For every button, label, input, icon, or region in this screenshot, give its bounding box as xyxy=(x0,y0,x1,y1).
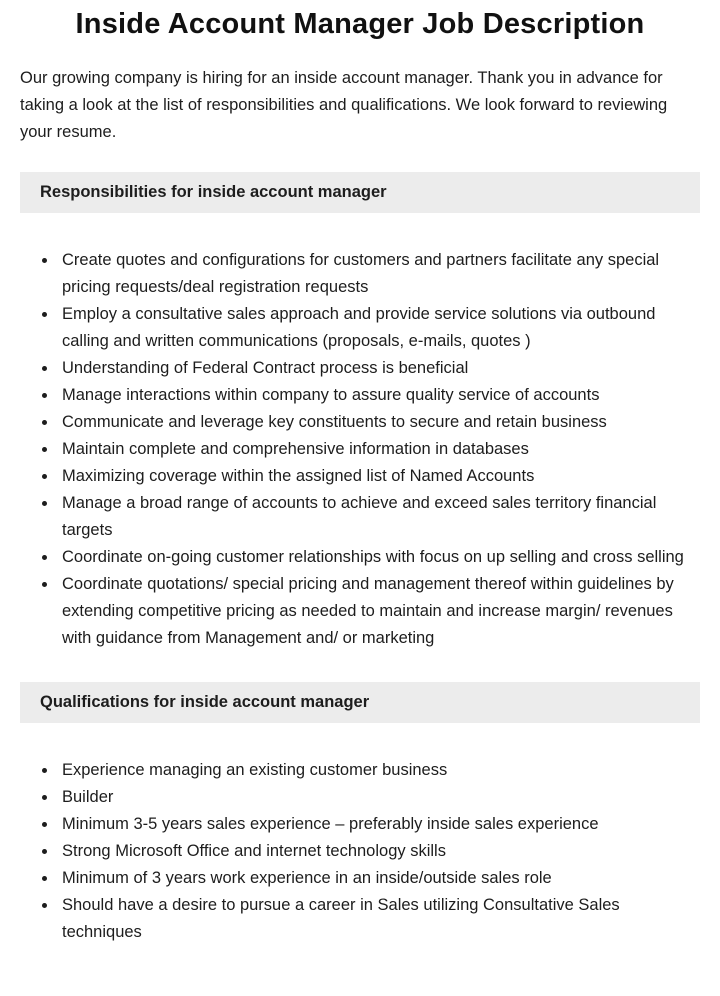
list-item: Coordinate on-going customer relationships with focus on up selling and cross selling xyxy=(62,544,690,571)
list-item: Coordinate quotations/ special pricing and management thereof within guidelines by extending competitive pricing as needed to maintain and increase margin/ revenues with guidance from Management and/ or marketing xyxy=(62,571,690,652)
list-item: Experience managing an existing customer business xyxy=(62,757,690,784)
responsibilities-section-header: Responsibilities for inside account manager xyxy=(20,172,700,213)
list-item: Builder xyxy=(62,784,690,811)
list-item: Minimum 3-5 years sales experience – preferably inside sales experience xyxy=(62,811,690,838)
qualifications-section-header: Qualifications for inside account manager xyxy=(20,682,700,723)
list-item: Strong Microsoft Office and internet technology skills xyxy=(62,838,690,865)
responsibilities-list xyxy=(20,239,700,652)
list-item: Manage interactions within company to assure quality service of accounts xyxy=(62,382,690,409)
page-title: Inside Account Manager Job Description xyxy=(75,8,645,40)
intro-paragraph: Our growing company is hiring for an inside account manager. Thank you in advance for taking a look at the list of responsibilities and qualifications. We look forward to reviewing your resume. xyxy=(20,69,668,141)
list-item: Maintain complete and comprehensive information in databases xyxy=(62,436,690,463)
list-item: Create quotes and configurations for customers and partners facilitate any special pricing requests/deal registration requests xyxy=(62,247,690,301)
list-item: Understanding of Federal Contract process is beneficial xyxy=(62,355,690,382)
list-item: Employ a consultative sales approach and provide service solutions via outbound calling and written communications (proposals, e-mails, quotes ) xyxy=(62,301,690,355)
qualifications-list xyxy=(20,749,700,946)
list-item: Manage a broad range of accounts to achieve and exceed sales territory financial targets xyxy=(62,490,690,544)
list-item: Minimum of 3 years work experience in an inside/outside sales role xyxy=(62,865,690,892)
list-item: Maximizing coverage within the assigned list of Named Accounts xyxy=(62,463,690,490)
list-item: Should have a desire to pursue a career in Sales utilizing Consultative Sales techniques xyxy=(62,892,690,946)
list-item: Communicate and leverage key constituents to secure and retain business xyxy=(62,409,690,436)
